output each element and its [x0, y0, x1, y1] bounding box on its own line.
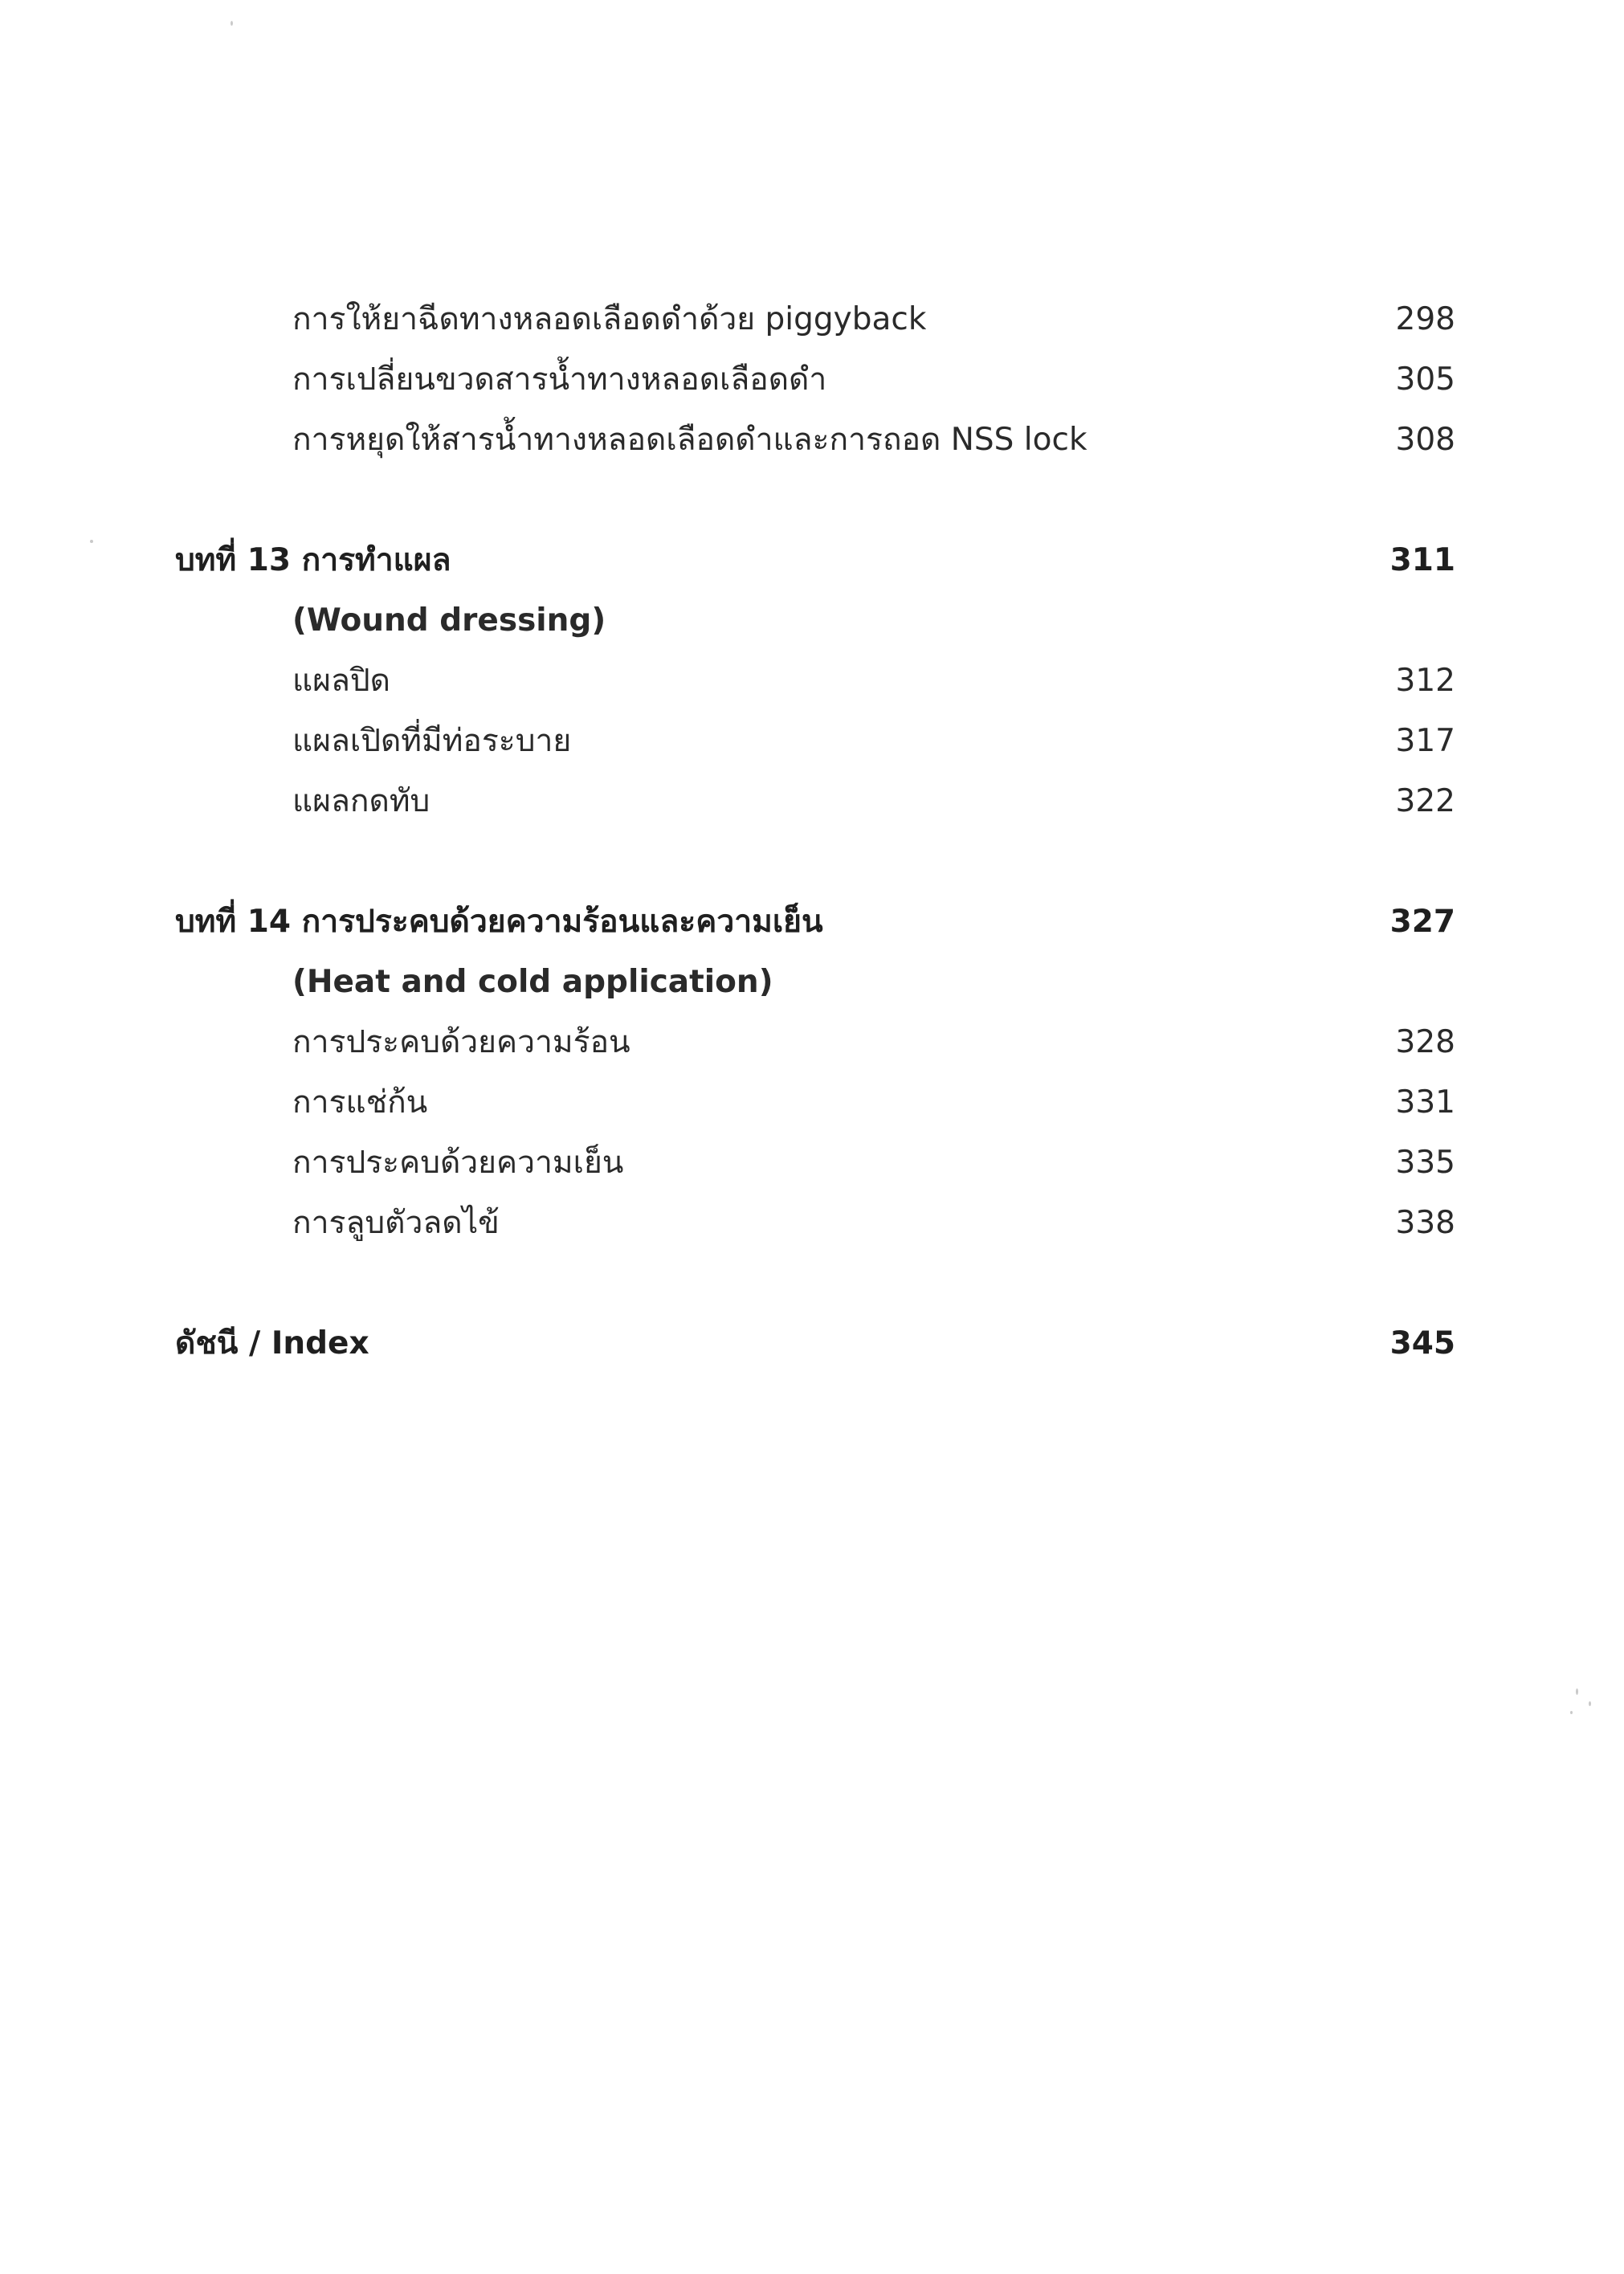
toc-entry [175, 711, 1455, 771]
toc-entry-page: 328 [1395, 1024, 1455, 1060]
toc-entry-label: การลูบตัวลดไข้ [292, 1205, 500, 1241]
chapter-13-english-label: (Wound dressing) [292, 602, 606, 639]
toc-entry-label: การแช่ก้น [292, 1084, 428, 1121]
toc-entry-page: 335 [1395, 1145, 1455, 1181]
toc-entry-page: 317 [1395, 723, 1455, 759]
toc-entry-label: การให้ยาฉีดทางหลอดเลือดดำด้วย piggyback [292, 301, 927, 337]
toc-entry-page: 312 [1395, 663, 1455, 699]
toc-entry-page: 322 [1395, 783, 1455, 819]
chapter-14-page: 327 [1389, 904, 1455, 940]
toc-entry [175, 1193, 1455, 1253]
toc-entry-page: 338 [1395, 1205, 1455, 1241]
toc-entry-page: 298 [1395, 301, 1455, 337]
index-title: ดัชนี / Index [175, 1325, 369, 1362]
toc-entry-page: 308 [1395, 422, 1455, 458]
toc-entry-label: แผลปิด [292, 663, 390, 699]
index-heading [175, 1313, 1455, 1374]
section-spacer [175, 831, 1455, 892]
toc-entry [175, 1012, 1455, 1072]
toc-entry [175, 349, 1455, 410]
chapter-14-english-title [175, 952, 1455, 1012]
toc-entry-page: 331 [1395, 1084, 1455, 1121]
section-spacer [175, 470, 1455, 530]
section-spacer [175, 1253, 1455, 1313]
chapter-14-heading [175, 892, 1455, 952]
toc-entry [175, 771, 1455, 831]
toc-entry-label: การประคบด้วยความร้อน [292, 1024, 630, 1060]
chapter-13-page: 311 [1389, 542, 1455, 578]
chapter-13-title: บทที่ 13 การทำแผล [175, 542, 451, 578]
index-page: 345 [1389, 1325, 1455, 1362]
toc-entry-label: การเปลี่ยนขวดสารน้ำทางหลอดเลือดดำ [292, 361, 827, 398]
scan-speck [1576, 1688, 1578, 1695]
toc-entry-label: การประคบด้วยความเย็น [292, 1145, 624, 1181]
toc-entry [175, 651, 1455, 711]
chapter-13-english-title [175, 590, 1455, 651]
toc-entry [175, 289, 1455, 349]
toc-entry [175, 1072, 1455, 1133]
toc-entry-label: แผลกดทับ [292, 783, 430, 819]
toc-entry [175, 1133, 1455, 1193]
scan-speck [90, 540, 93, 543]
chapter-14-title: บทที่ 14 การประคบด้วยความร้อนและความเย็น [175, 904, 823, 940]
toc-entry-label: การหยุดให้สารน้ำทางหลอดเลือดดำและการถอด NSS lock [292, 422, 1087, 458]
scan-speck [231, 21, 233, 26]
toc-entry-label: แผลเปิดที่มีท่อระบาย [292, 723, 572, 759]
scan-speck [1570, 1711, 1573, 1714]
table-of-contents [175, 289, 1455, 1374]
toc-entry-page: 305 [1395, 361, 1455, 398]
toc-entry [175, 410, 1455, 470]
scan-speck [1589, 1701, 1591, 1706]
chapter-13-heading [175, 530, 1455, 590]
chapter-14-english-label: (Heat and cold application) [292, 964, 773, 1000]
